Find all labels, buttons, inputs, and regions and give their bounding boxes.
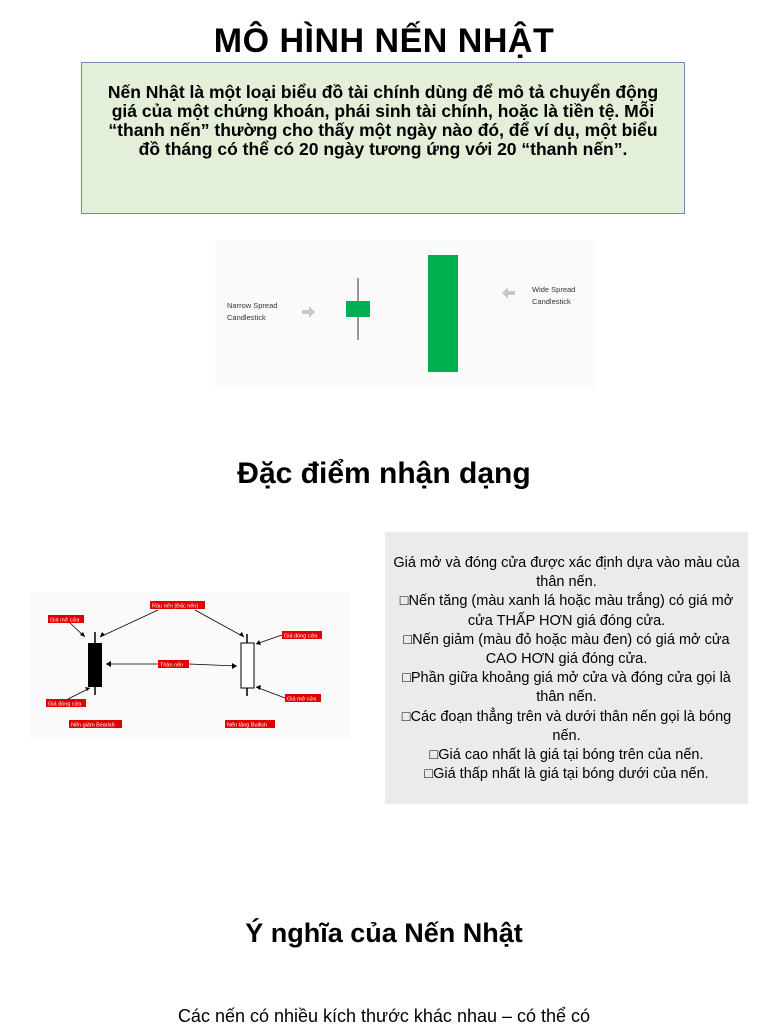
section-heading-features: Đặc điểm nhận dạng: [237, 457, 531, 490]
feature-item: Giá mở và đóng cửa được xác định dựa vào màu của thân nến.: [393, 555, 740, 591]
spread-candlestick-figure: [215, 240, 595, 388]
bullish-body: [241, 643, 254, 688]
intro-box: Nến Nhật là một loại biểu đồ tài chính dùng để mô tả chuyển động giá của một chứng khoán, phái sinh tài chính, hoặc là tiền tệ. Mỗi “thanh nến” thường cho thấy một ngày nào đó, để ví dụ, một biểu đồ tháng có thể có 20 ngày tương ứng với 20 “thanh nến”.: [81, 62, 685, 214]
caption-bearish: Nến giảm Bearish: [71, 722, 115, 729]
narrow-label-line2: Candlestick: [227, 313, 266, 322]
feature-item: □Giá thấp nhất là giá tại bóng dưới của nến.: [424, 766, 709, 783]
bearish-body: [88, 643, 102, 687]
wide-label-line2: Candlestick: [532, 297, 571, 306]
candlestick-anatomy-figure: [30, 592, 350, 738]
label-open-left: Giá mở cửa: [50, 617, 80, 624]
body-paragraph: Các nến có nhiều kích thước khác nhau – có thể có: [177, 1006, 591, 1026]
features-box: [385, 532, 748, 804]
section-heading-meaning: Ý nghĩa của Nến Nhật: [245, 918, 523, 948]
feature-item: □Nến giảm (màu đỏ hoặc màu đen) có giá mở cửa CAO HƠN giá đóng cửa.: [403, 631, 730, 668]
label-close-right: Giá đóng cửa: [284, 633, 318, 640]
label-body: Thân nến: [160, 662, 184, 669]
wide-label-line1: Wide Spread: [532, 285, 576, 294]
feature-item: □Các đoạn thẳng trên và dưới thân nến gọi là bóng nến.: [401, 708, 732, 744]
label-close-left: Giá đóng cửa: [48, 701, 82, 708]
feature-item: □Giá cao nhất là giá tại bóng trên của nến.: [429, 747, 704, 764]
feature-item: □Nến tăng (màu xanh lá hoặc màu trắng) có giá mở cửa THẤP HƠN giá đóng cửa.: [399, 593, 734, 629]
wide-candle-body: [428, 255, 458, 372]
narrow-label-line1: Narrow Spread: [227, 301, 278, 310]
page-title: MÔ HÌNH NẾN NHẬT: [213, 22, 555, 60]
caption-bullish: Nến tăng Bullish: [227, 722, 268, 729]
label-wick: Râu nến (Bấc nến): [152, 603, 199, 610]
narrow-candle-body: [346, 301, 370, 317]
feature-item: □Phần giữa khoảng giá mở cửa và đóng cửa gọi là thân nến.: [402, 670, 731, 706]
label-open-right: Giá mở cửa: [287, 696, 317, 703]
